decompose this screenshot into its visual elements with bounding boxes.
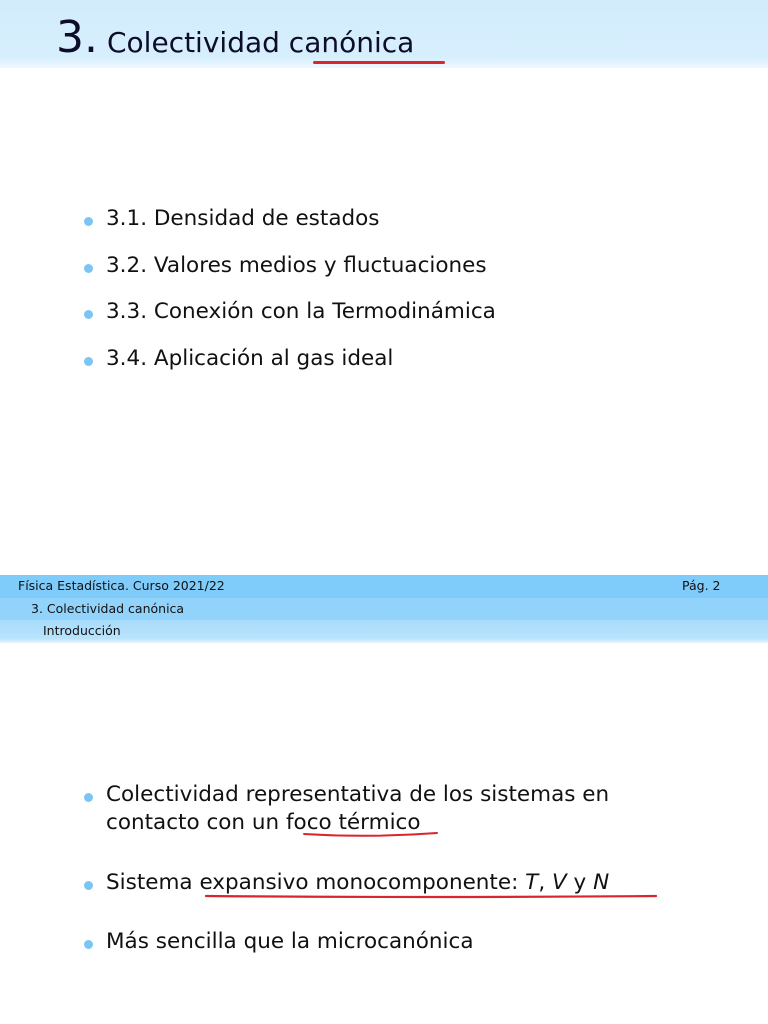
variable-N: N — [593, 870, 610, 895]
intro-bullet-list — [0, 780, 609, 957]
variable-T: T — [525, 870, 539, 895]
bullet-item — [0, 927, 609, 957]
red-underline-canonica — [313, 61, 445, 64]
section-number: 3. — [56, 12, 98, 63]
bullet-text-underlined: foco térmico — [285, 810, 421, 835]
bullet-icon — [84, 357, 93, 366]
section-label: 3. Colectividad canónica — [31, 601, 185, 616]
course-label: Física Estadística. Curso 2021/22 — [18, 578, 225, 593]
bullet-icon — [84, 881, 93, 890]
section-title — [107, 24, 414, 62]
toc-item — [0, 204, 496, 251]
bullet-icon — [84, 793, 93, 802]
toc-item-label: 3.2. Valores medios y fluctuaciones — [106, 252, 487, 278]
bullet-text: , — [538, 870, 552, 895]
toc-item — [0, 344, 496, 391]
variable-V: V — [551, 870, 567, 895]
bullet-icon — [84, 310, 93, 319]
section-title-underlined: canónica — [288, 26, 415, 59]
bullet-text-underlined: expansivo monocomponente: — [199, 870, 526, 895]
toc-item-label: 3.4. Aplicación al gas ideal — [106, 345, 394, 371]
toc-list — [0, 204, 496, 390]
bullet-icon — [84, 217, 93, 226]
bullet-text: contacto con un — [106, 810, 286, 835]
band-row-course — [0, 575, 768, 598]
bullet-line: Colectividad representativa de los sistemas en — [106, 782, 610, 807]
title-bar — [0, 0, 768, 68]
bullet-icon — [84, 264, 93, 273]
page-number: Pág. 2 — [682, 578, 721, 593]
band-row-section — [0, 598, 768, 620]
bullet-item — [0, 780, 609, 868]
band-row-subsection — [0, 620, 768, 643]
bullet-item — [0, 868, 609, 927]
toc-item — [0, 297, 496, 344]
toc-item — [0, 251, 496, 298]
bullet-text: y — [566, 870, 594, 895]
bullet-line — [106, 808, 609, 838]
bullet-text: Sistema — [106, 870, 200, 895]
toc-item-label: 3.1. Densidad de estados — [106, 206, 380, 231]
bullet-text: Más sencilla que la microcanónica — [106, 929, 474, 954]
subsection-label: Introducción — [43, 623, 121, 638]
section-title-part: Colectividad — [107, 26, 289, 59]
slide-header-band — [0, 575, 768, 643]
bullet-icon — [84, 940, 93, 949]
toc-item-label: 3.3. Conexión con la Termodinámica — [106, 299, 496, 324]
